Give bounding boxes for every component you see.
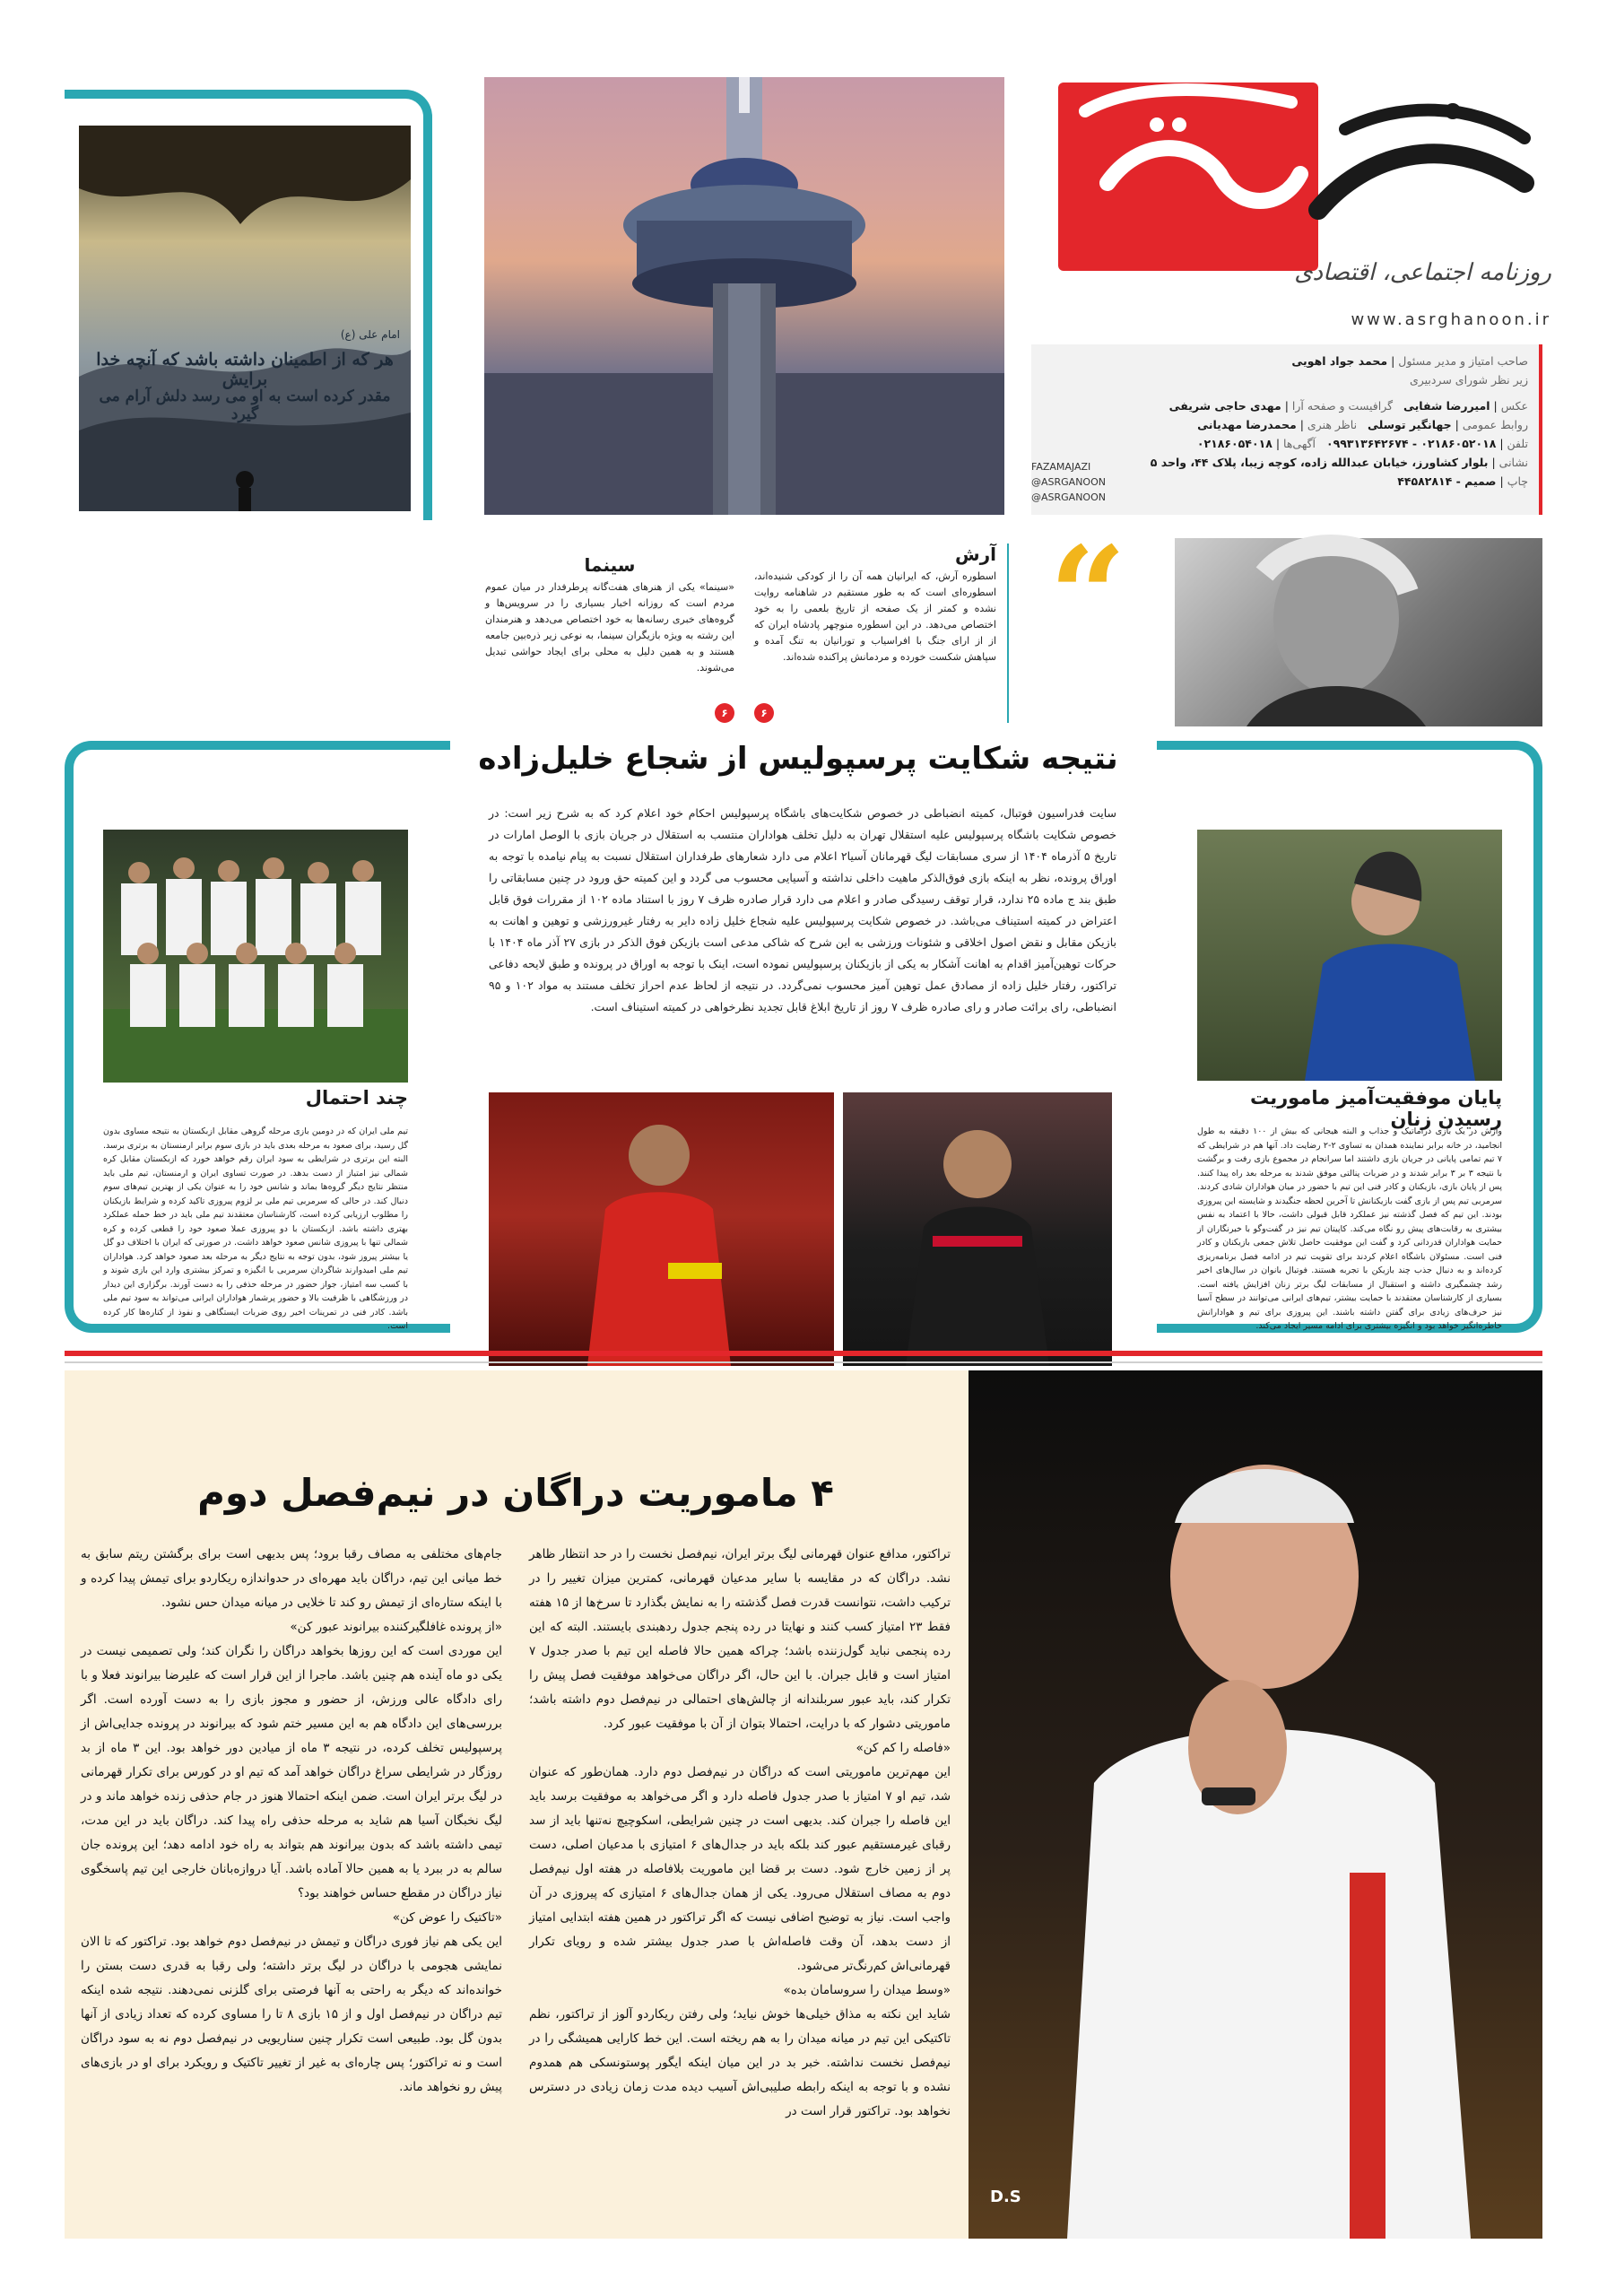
- poem-attribution: امام علی (ع): [340, 328, 400, 341]
- masthead: [1022, 75, 1551, 344]
- poem-image: [79, 126, 411, 511]
- player-illustration: [1197, 830, 1502, 1081]
- cave-mountain-illustration: [79, 126, 411, 511]
- credits-row-pr: روابط عمومی | جهانگیر توسلی ناظر هنری | محمدرضا مهدیانی: [1197, 418, 1528, 431]
- left-story-headline: چند احتمال: [305, 1087, 408, 1109]
- credits-row-photo: عکس | امیررضا شفایی گرافیست و صفحه آرا | مهدی حاجی شریفی: [1168, 399, 1528, 413]
- right-story-headline: پایان موفقیت‌آمیز ماموریت رسیدن زنان: [1249, 1087, 1502, 1130]
- teaser-arash[interactable]: [749, 544, 1009, 723]
- bottom-story-photo: [969, 1370, 1542, 2239]
- credit-value: محمدرضا مهدیانی: [1197, 418, 1297, 431]
- milad-tower-photo: [484, 77, 1004, 515]
- credit-value: ۰۲۱۸۶۰۵۴۰۱۸: [1196, 437, 1273, 450]
- logo-text: [1076, 129, 1524, 209]
- left-story-body: تیم ملی ایران که در دومین بازی مرحله گروهی مقابل ازبکستان به نتیجه مساوی بدون گل رسید، برای صعود به مرحله بعدی باید در بازی سوم برابر ارمنستان به برتری برسد. البته این برتری در شرایطی به سود ایران رقم خواهد خورد که ازبکستان مقابل کره شمالی نیز امتیاز از دست بدهد. در صورت تساوی ایران و ارمنستان، تیم ملی باید منتظر نتایج دیگر گروه‌ها بماند و شانس خود را به عنوان یکی از بهترین تیم‌های سوم دنبال کند. در حالی که سرمربی تیم ملی بر لزوم پیروزی تاکید کرده و شرایط بازیکنان را مطلوب ارزیابی کرده است، کارشناسان معتقدند تیم ملی باید در خط حمله عملکرد بهتری داشته باشد. ازبکستان با دو پیروزی عملا صعود خود را قطعی کرده و کره شمالی تنها با پیروزی شانس صعود خواهد داشت. در صورتی که ایران با اختلاف دو گل یا بیشتر پیروز شود، بدون توجه به نتایج دیگر به مرحله بعد صعود خواهد کرد. هواداران تیم ملی امیدوارند شاگردان سرمربی با انگیزه و تمرکز بیشتری وارد این بازی شوند و با کسب سه امتیاز، جواز حضور در مرحله حذفی را به دست آورند. برگزاری این دیدار در ورزشگاهی با ظرفیت بالا و حضور پرشمار هواداران ایرانی می‌تواند به سود تیم ملی باشد. کادر فنی در تمرینات اخیر روی ضربات ایستگاهی و نفوذ از کناره‌ها کار کرده است.: [103, 1126, 408, 1331]
- credits-row-print: چاپ | صمیم - ۴۴۵۸۲۸۱۴: [1397, 474, 1528, 488]
- social-handles: [1031, 459, 1157, 505]
- bottom-col-left: جام‌های مختلفی به مصاف رقبا برود؛ پس بدیهی است برای برگشتن ریتم سابق به خط میانی این تیم، دراگان باید مهره‌ای در حدواندازه ریکاردو برای تیمش پیدا کرده و با اینکه ستاره‌ای از تیمش رو کند تا خلایی در میانه میدان حس نشود. «از پرونده غافلگیرکننده بیرانوند عبور کن» این موردی است که این روزها بخواهد دراگان را نگران کند؛ ولی تصمیمی نیست در یکی دو ماه آینده هم چنین باشد. ماجرا از این قرار است که علیرضا بیرانوند فعلا و با رای دادگاه عالی ورزش، از حضور و مجوز بازی را به دست آورده است. اگر بررسی‌های این دادگاه هم به این مسیر ختم شود که بیرانوند در پرونده جدایی‌اش از پرسپولیس تخلف کرده، در نتیجه ۳ ماه از میادین دور خواهد بود. این ۳ ماه از بد روزگار در شرایطی سراغ دراگان خواهد آمد که تیم او در کورس برای تکرار قهرمانی در لیگ برتر ایران است. ضمن اینکه احتمالا هنوز در جام حذفی زنده خواهد ماند و در لیگ نخبگان آسیا هم شاید به مرحله حذفی راه پیدا کند. دراگان باید در این مدت، تیمی داشته باشد که بدون بیرانوند هم بتواند به راه خود ادامه دهد؛ این پرونده جان سالم به در ببرد یا به همین حالا آماده باشد. آیا دروازه‌بانان خارجی این تیم پاسخگوی نیاز دراگان در مقطع حساس خواهند بود؟ «تاکتیک را عوض کن» این یکی هم نیاز فوری دراگان و تیمش در نیم‌فصل دوم خواهد بود. تراکتور که تا الان نمایشی هجومی با دراگان در لیگ برتر داشته؛ ولی رقبا به قدری دست بستن را خوانده‌اند که دیگر به راحتی به آنها فرصتی برای گلزنی نمی‌دهند. نتیجه شده اینکه تیم دراگان در نیم‌فصل اول و از ۱۵ بازی ۸ تا را مساوی کرده که تعداد زیادی از آنها بدون گل بود. طبیعی است تکرار چنین سناریویی در نیم‌فصل دوم نه به سود دراگان است و نه تراکتور؛ پس چاره‌ای به غیر از تغییر تاکتیک و رویکرد برای او در بازی‌های پیش رو نخواهد ماند.: [81, 1547, 503, 2094]
- poem-line-1: هر که از اطمینان داشته باشد که آنچه خدا برایش: [96, 350, 394, 389]
- team-photo-illustration: [103, 830, 408, 1083]
- credit-value: صمیم - ۴۴۵۸۲۸۱۴: [1397, 474, 1497, 488]
- photo-caption: D.S: [990, 2187, 1021, 2206]
- credit-value: ۰۲۱۸۶۰۵۲۰۱۸ - ۰۹۹۳۱۳۶۴۲۶۷۴: [1325, 437, 1497, 450]
- page-badge: ۶: [715, 703, 734, 723]
- bottom-headline: ۴ ماموریت دراگان در نیم‌فصل دوم: [197, 1471, 834, 1515]
- social-handle[interactable]: FAZAMAJAZI: [1031, 461, 1091, 473]
- right-story-photo: [1197, 830, 1502, 1081]
- credits-row-phone: تلفن | ۰۲۱۸۶۰۵۲۰۱۸ - ۰۹۹۳۱۳۶۴۲۶۷۴ آگهی‌ها | ۰۲۱۸۶۰۵۴۰۱۸: [1196, 437, 1528, 450]
- portrait-photo: [1175, 538, 1542, 726]
- player-illustration: [843, 1092, 1112, 1366]
- credit-label: گرافیست و صفحه آرا: [1291, 399, 1394, 413]
- credit-value: بلوار کشاورز، خیابان عبدالله زاده، کوچه زیبا، پلاک ۴۴، واحد ۵: [1150, 456, 1489, 469]
- tower-illustration: [484, 77, 1004, 515]
- credits-row-editorial: [1042, 370, 1528, 389]
- page-badge: ۶: [754, 703, 774, 723]
- quote-icon: “: [1048, 517, 1127, 675]
- teaser-title: سینما: [584, 554, 636, 576]
- credit-label: چاپ: [1507, 474, 1528, 488]
- coach-illustration: [969, 1370, 1542, 2239]
- main-photo-right: [843, 1092, 1112, 1366]
- right-story-body: وازش در یک بازی دراماتیک و جذاب و البته هیجانی که بیش از ۱۰۰ دقیقه به طول انجامید، در خانه برابر نماینده همدان به تساوی ۲-۲ رضایت داد. آنها هم در شرایطی که ۷ تیم تمامی پایانی در جریان بازی داشتند اما سرانجام در مجموع بازی رفت و برگشت با نتیجه ۳ بر ۳ برابر شدند و در ضربات پنالتی موفق شدند به مرحله بعد راه پیدا کنند. پس از پایان بازی، بازیکنان و کادر فنی این تیم با حضور در میان هواداران شادی کردند. سرمربی تیم پس از بازی گفت بازیکنانش تا آخرین لحظه جنگیدند و شایسته این پیروزی بودند. این تیم که فصل گذشته نیز عملکرد قابل قبولی داشت، حالا با اعتماد به نفس بیشتری به رقابت‌های پیش رو نگاه می‌کند. کاپیتان تیم نیز در گفت‌وگو با خبرنگاران از حمایت هواداران قدردانی کرد و گفت این موفقیت حاصل تلاش جمعی بازیکنان و کادر فنی است. مسئولان باشگاه اعلام کردند برای تقویت تیم در ادامه فصل برنامه‌ریزی کرده‌اند و به دنبال جذب چند بازیکن با تجربه هستند. فوتبال بانوان در سال‌های اخیر رشد چشمگیری داشته و استقبال از مسابقات لیگ برتر زنان افزایش یافته است. بسیاری از کارشناسان معتقدند با حمایت بیشتر، تیم‌های ایرانی می‌توانند در سطح آسیا نیز حرف‌های زیادی برای گفتن داشته باشند. این پیروزی برای تیم و هوادارانش خاطره‌انگیز خواهد بود و انگیزه بیشتری برای ادامه مسیر ایجاد می‌کند.: [1197, 1126, 1502, 1331]
- credit-label: عکس: [1500, 399, 1528, 413]
- section-divider-thin: [65, 1361, 1542, 1363]
- social-handle[interactable]: @ASRGANOON: [1031, 476, 1106, 488]
- social-handle[interactable]: @ASRGANOON: [1031, 491, 1106, 503]
- credit-label: تلفن: [1507, 437, 1528, 450]
- credit-value: محمد جواد اهویی: [1291, 354, 1388, 368]
- credit-value: امیررضا شفایی: [1403, 399, 1490, 413]
- main-headline: نتیجه شکایت پرسپولیس از شجاع خلیل‌زاده: [478, 741, 1118, 777]
- player-illustration: [489, 1092, 834, 1366]
- main-photo-left: [489, 1092, 834, 1366]
- tagline: روزنامه اجتماعی، اقتصادی: [1294, 259, 1551, 286]
- credit-label: روابط عمومی: [1462, 418, 1528, 431]
- teaser-text: «سینما» یکی از هنرهای هفت‌گانه پرطرفدار در میان عموم مردم است که روزانه اخبار بسیاری را در سرویس‌ها و گروه‌های خبری رسانه‌ها به خود اختصاص می‌دهد و هنرمندان این رشته به ویژه بازیگران سینما، به نوعی زیر ذره‌بین جامعه هستند و به همین دلیل به محلی برای ایجاد حواشی تبدیل می‌شوند.: [485, 581, 734, 674]
- portrait-illustration: [1175, 538, 1542, 726]
- bottom-col-right: تراکتور، مدافع عنوان قهرمانی لیگ برتر ایران، نیم‌فصل نخست را در حد انتظار ظاهر نشد. دراگان که در مقایسه با سایر مدعیان قهرمانی، کمترین میزان تغییر را در ترکیب داشت، نتوانست قدرت فصل گذشته را به نمایش بگذارد تا سرخ‌ها از ۱۵ هفته فقط ۲۳ امتیاز کسب کنند و نهایتا در رده پنجم جدول ردهبندی بایستند. البته که این رده پنجمی نباید گول‌زننده باشد؛ چراکه همین حالا فاصله این تیم با صدر جدول ۷ امتیاز است و قابل جبران. با این حال، اگر دراگان می‌خواهد موفقیت فصل پیش را تکرار کند، باید عبور سربلندانه از چالش‌های احتمالی در نیم‌فصل دوم داشته باشد؛ ماموریتی دشوار که با درایت، احتمالا بتوان از آن با موفقیت عبور کرد. «فاصله را کم کن» این مهم‌ترین ماموریتی است که دراگان در نیم‌فصل دوم دارد. همان‌طور که عنوان شد، تیم او ۷ امتیاز با صدر جدول فاصله دارد و اگر می‌خواهد به موفقیت برسد باید این فاصله را جبران کند. بدیهی است در چنین شرایطی، اسکوچیچ نه‌تنها باید از سد رقبای غیرمستقیم عبور کند بلکه باید در جدال‌های ۶ امتیازی با مدعیان اصلی، دست پر از زمین خارج شود. دست بر قضا این ماموریت بلافاصله در هفته اول نیم‌فصل دوم به مصاف استقلال می‌رود. یکی از همان جدال‌های ۶ امتیازی که پیروزی در آن واجب است. نیاز به توضیح اضافی نیست که اگر تراکتور در همین هفته ابتدایی امتیاز از دست بدهد، آن وقت فاصله‌اش با صدر جدول بیشتر شده و رویای تکرار قهرمانی‌اش کم‌رنگ‌تر می‌شود. «وسط میدان را سروسامان بده» شاید این نکته به مذاق خیلی‌ها خوش نیاید؛ ولی رفتن ریکاردو آلوز از تراکتور، نظم تاکتیکی این تیم در میانه میدان را به هم ریخته است. این خط کارایی همیشگی را در نیم‌فصل نخست نداشته. خبر بد در این میان اینکه ایگور پوستونسکی هم همدوم نشده و با توجه به اینکه رابطه صلیبی‌اش آسیب دیده مدت زمان زیادی در دسترس نخواهد بود. تراکتور قرار است در: [529, 1547, 951, 2118]
- credits-row-publisher: صاحب امتیاز و مدیر مسئول | محمد جواد اهویی: [1291, 354, 1528, 368]
- credit-label: زیر نظر شورای سردبیری: [1409, 373, 1528, 387]
- credit-value: مهدی حاجی شریفی: [1168, 399, 1281, 413]
- left-story-photo: [103, 830, 408, 1083]
- teaser-text: اسطوره آرش، که ایرانیان همه آن را از کودکی شنیده‌اند، اسطوره‌ای است که به طور مستقیم در شاهنامه روایت نشده و کمتر از یک صفحه از تاریخ بلعمی را به خود اختصاص می‌دهد. در این اسطوره منوچهر پادشاه ایران که از از ارای جنگ با افراسیاب و تورانیان به تنگ آمده و سپاهش شکست خورده و مردمانش پراکنده شده‌اند.: [754, 570, 996, 663]
- credit-label: آگهی‌ها: [1283, 437, 1316, 450]
- teaser-title: آرش: [955, 544, 996, 565]
- credits-row-address: نشانی | بلوار کشاورز، خیابان عبدالله زاده، کوچه زیبا، پلاک ۴۴، واحد ۵: [1150, 456, 1528, 469]
- credit-label: صاحب امتیاز و مدیر مسئول: [1398, 354, 1528, 368]
- credit-label: ناظر هنری: [1307, 418, 1358, 431]
- section-divider: [65, 1351, 1542, 1356]
- website-url[interactable]: www.asrghanoon.ir: [1351, 310, 1551, 329]
- poem-line-2: مقدر کرده است به او می رسد دلش آرام می گیرد: [99, 387, 391, 423]
- teaser-cinema[interactable]: [480, 554, 740, 723]
- main-story-body: سایت فدراسیون فوتبال، کمیته انضباطی در خصوص شکایت‌های باشگاه پرسپولیس احکام خود اعلام کرد که به شرح زیر است: در خصوص شکایت باشگاه پرسپولیس علیه استقلال تهران به دلیل تخلف هواداران منتسب به استقلال در جریان بازی با الوصل امارات در تاریخ ۵ آذرماه ۱۴۰۴ از سری مسابقات لیگ قهرمانان آسیا۲ اعلام می دارد شعارهای طرفداران استقلال نسبت به پیام نیامده با توجه به اوراق پرونده، نظر به اینکه بازی فوق‌الذکر ماهیت داخلی نداشته و آسیایی محسوب می گردد و این کمیته حق ورود در چنین مسابقاتی را طبق بند ج ماده ۲۵ ندارد، قرار توقف رسیدگی صادر و اعلام می دارد قرار صادره ظرف ۷ روز با استناد ماده ۱۰۲ از مقررات فوق قابل اعتراض در کمیته استیناف می‌باشد. در خصوص شکایت پرسپولیس علیه شجاع خلیل زاده دایر به رفتار غیرورزشی و توهین و اهانت به بازیکن مقابل و نقض اصول اخلاقی و شئونات ورزشی به این شرح که شاکی مدعی است بازیکن فوق الذکر در بازی ۲۷ آذر ماه ۱۴۰۴ با حرکات توهین‌آمیز اقدام به اهانت آشکار به یکی از بازیکنان پرسپولیس نموده است، اینک با توجه به اوراق در پرونده و طبق لایحه دفاعی تراکتور، رفتار خلیل زاده از مصادق عمل توهین آمیز محسوب نمی‌گردد. در نتیجه از لحاظ عدم احراز تخلف مستند به مواد ۱۰۲ و ۹۵ انضباطی، رای برائت صادر و رای صادره ظرف ۷ روز از تاریخ ابلاغ قابل تجدید نظرخواهی در کمیته استیناف است.: [489, 806, 1117, 1013]
- credit-label: نشانی: [1498, 456, 1528, 469]
- credit-value: جهانگیر توسلی: [1367, 418, 1452, 431]
